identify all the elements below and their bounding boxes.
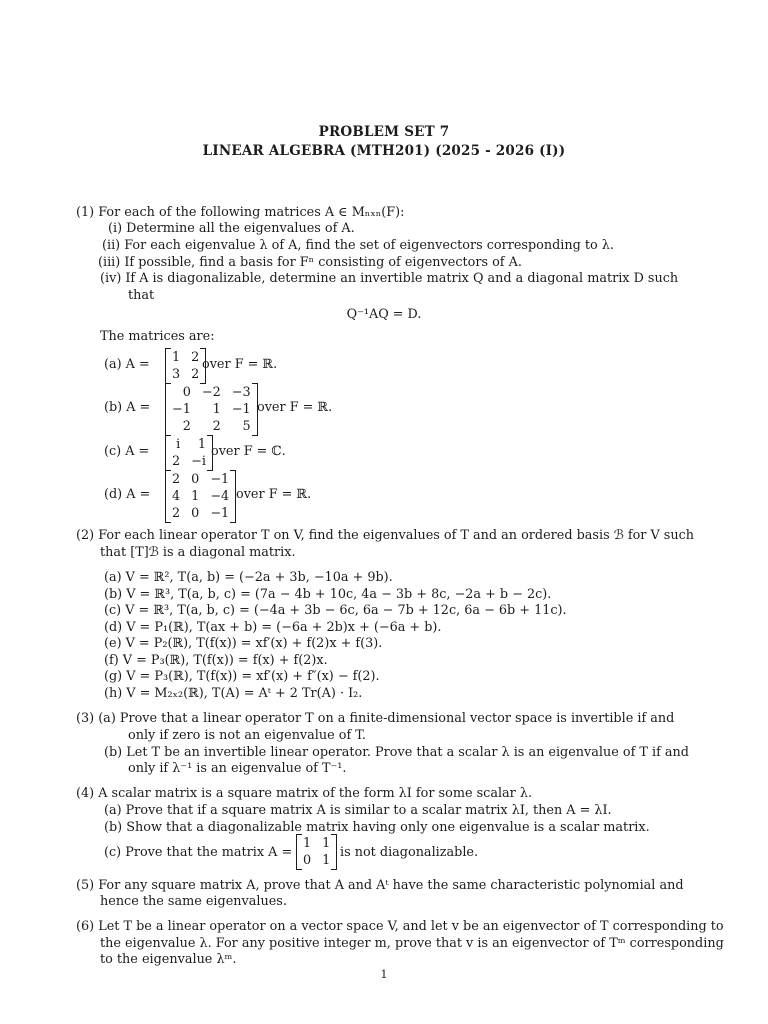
matrix-problem-4-cell: 0 (303, 853, 312, 868)
matrix-problem-4-cell: 1 (322, 836, 331, 851)
matrix-d-cell: 1 (191, 489, 200, 504)
matrix-a-field: over F = ℝ. (202, 357, 278, 372)
matrix-d-cell: −4 (210, 489, 230, 504)
problem-6-line: the eigenvalue λ. For any positive integer m, prove that v is an eigenvector of Tᵐ corresponding (100, 936, 724, 951)
matrix-d-cell: 2 (172, 472, 181, 487)
problem-2-item: (g) V = P₃(ℝ), T(f(x)) = xf′(x) + f″(x) − f(2). (104, 669, 380, 684)
problem-1-part-iv: (iv) If A is diagonalizable, determine an invertible matrix Q and a diagonal matrix D such (100, 271, 679, 286)
matrix-d-prefix: (d) A = (104, 487, 151, 502)
problem-4-part-c-prefix: (c) Prove that the matrix A = (104, 845, 293, 860)
matrix-b-cell: 2 (212, 419, 221, 434)
problem-2-item: (c) V = ℝ³, T(a, b, c) = (−4a + 3b − 6c, 6a − 7b + 12c, 6a − 6b + 11c). (104, 603, 567, 618)
matrix-b-cell: −3 (231, 385, 251, 400)
matrix-d-cell: 4 (172, 489, 181, 504)
matrix-b-cell: 2 (182, 419, 191, 434)
matrix-c-cell: 2 (172, 454, 181, 469)
problem-4-part-c-suffix: is not diagonalizable. (340, 845, 479, 860)
matrix-a-cell: 1 (172, 350, 181, 365)
matrices-label: The matrices are: (100, 329, 215, 344)
matrix-a-cell: 2 (191, 367, 200, 382)
problem-3-part-a: (3) (a) Prove that a linear operator T on a finite-dimensional vector space is invertible if and (76, 711, 675, 726)
matrix-b-cell: −1 (172, 402, 191, 417)
matrix-b-cell: 5 (242, 419, 251, 434)
matrix-a (165, 348, 206, 384)
matrix-d-cell: 0 (191, 506, 200, 521)
diagonalization-equation: Q⁻¹AQ = D. (346, 307, 422, 322)
page-number: 1 (380, 968, 388, 981)
matrix-b-prefix: (b) A = (104, 400, 151, 415)
problem-3-part-b: (b) Let T be an invertible linear operator. Prove that a scalar λ is an eigenvalue of T if and (104, 745, 689, 760)
matrix-b-cell: −1 (231, 402, 251, 417)
matrix-c-prefix: (c) A = (104, 444, 150, 459)
matrix-c-field: over F = ℂ. (211, 444, 286, 459)
matrix-c-cell: 1 (197, 437, 206, 452)
problem-2-item: (f) V = P₃(ℝ), T(f(x)) = f(x) + f(2)x. (104, 653, 328, 668)
problem-1-part-iv-continued: that (128, 288, 155, 303)
problem-3-part-a-continued: only if zero is not an eigenvalue of T. (128, 728, 366, 743)
matrix-problem-4-cell: 1 (303, 836, 312, 851)
matrix-b-field: over F = ℝ. (257, 400, 333, 415)
problem-4-intro: (4) A scalar matrix is a square matrix of the form λI for some scalar λ. (76, 786, 533, 801)
problem-1-part-ii: (ii) For each eigenvalue λ of A, find the set of eigenvectors corresponding to λ. (102, 238, 614, 253)
matrix-d-cell: −1 (210, 472, 230, 487)
matrix-b-cell: 1 (212, 402, 221, 417)
matrix-b-cell: 0 (182, 385, 191, 400)
problem-2-item: (e) V = P₂(ℝ), T(f(x)) = xf′(x) + f(2)x + f(3). (104, 636, 383, 651)
matrix-d-cell: −1 (210, 506, 230, 521)
matrix-a-prefix: (a) A = (104, 357, 150, 372)
problem-2-intro-continued: that [T]ℬ is a diagonal matrix. (100, 545, 296, 560)
problem-6-line: to the eigenvalue λᵐ. (100, 952, 237, 967)
matrix-problem-4-cell: 1 (322, 853, 331, 868)
problem-2-item: (b) V = ℝ³, T(a, b, c) = (7a − 4b + 10c, 4a − 3b + 8c, −2a + b − 2c). (104, 587, 552, 602)
problem-1-part-i: (i) Determine all the eigenvalues of A. (108, 221, 355, 236)
problem-4-part-a: (a) Prove that if a square matrix A is similar to a scalar matrix λI, then A = λI. (104, 803, 612, 818)
problem-2-item: (h) V = M₂ₓ₂(ℝ), T(A) = Aᵗ + 2 Tr(A) · I₂. (104, 686, 363, 701)
matrix-a-cell: 3 (172, 367, 181, 382)
problem-3-part-b-continued: only if λ⁻¹ is an eigenvalue of T⁻¹. (128, 761, 347, 776)
matrix-a-cell: 2 (191, 350, 200, 365)
matrix-d-field: over F = ℝ. (236, 487, 312, 502)
problem-5-line: hence the same eigenvalues. (100, 894, 287, 909)
matrix-c (165, 435, 213, 471)
matrix-c-cell: −i (191, 454, 206, 469)
problem-2-item: (d) V = P₁(ℝ), T(ax + b) = (−6a + 2b)x + (−6a + b). (104, 620, 442, 635)
matrix-d-cell: 2 (172, 506, 181, 521)
problem-2-item: (a) V = ℝ², T(a, b) = (−2a + 3b, −10a + 9b). (104, 570, 393, 585)
matrix-b (165, 383, 258, 436)
matrix-d (165, 470, 236, 523)
problem-1-intro: (1) For each of the following matrices A ∈ Mₙₓₙ(F): (76, 205, 405, 220)
problem-6-line: (6) Let T be a linear operator on a vector space V, and let v be an eigenvector of T corresponding to (76, 919, 724, 934)
matrix-d-cell: 0 (191, 472, 200, 487)
matrix-problem-4 (296, 834, 337, 870)
problem-4-part-b: (b) Show that a diagonalizable matrix having only one eigenvalue is a scalar matrix. (104, 820, 650, 835)
course-title: LINEAR ALGEBRA (MTH201) (2025 - 2026 (I)) (202, 143, 566, 159)
problem-set-title: PROBLEM SET 7 (318, 124, 450, 140)
problem-5-line: (5) For any square matrix A, prove that A and Aᵗ have the same characteristic polynomial and (76, 878, 684, 893)
matrix-b-cell: −2 (201, 385, 221, 400)
problem-2-intro: (2) For each linear operator T on V, find the eigenvalues of T and an ordered basis ℬ for V such (76, 528, 695, 543)
matrix-c-cell: i (176, 437, 181, 452)
problem-1-part-iii: (iii) If possible, find a basis for Fⁿ consisting of eigenvectors of A. (98, 255, 522, 270)
